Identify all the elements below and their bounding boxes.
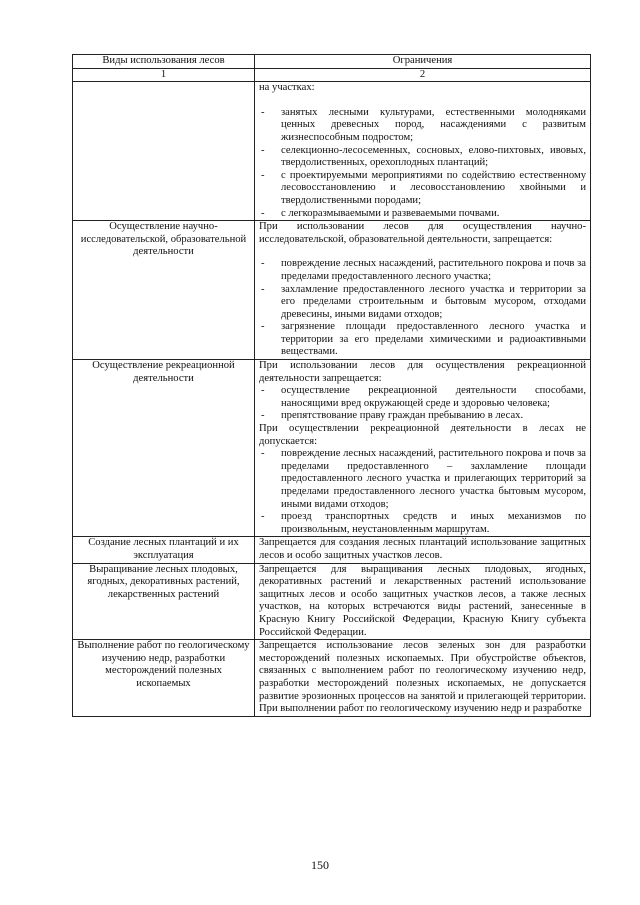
row-restrictions: Запрещается использование лесов зеленых зон для разработки месторождений полезных ископаемых. При обустройстве объектов, связанных с выполнением работ по геологическому изучению недр, разработки месторождений полезных ископаемых, не допускается развитие эрозионных процессов на занятой и прилегающей территории. При выполнении работ по геологическому изучению недр и разработке bbox=[255, 640, 591, 717]
row-label-geology: Выполнение работ по геологическому изучению недр, разработки месторождений полезных ископаемых bbox=[73, 640, 255, 717]
restrictions-table bbox=[72, 54, 591, 717]
restrictions-intro: При использовании лесов для осуществления рекреационной деятельности запрещается: bbox=[259, 360, 586, 384]
list-item: - с легкоразмываемыми и развеваемыми почвами. bbox=[259, 208, 586, 221]
list-item: - осуществление рекреационной деятельности способами, наносящими вред окружающей среде и здоровью человека; bbox=[259, 385, 586, 410]
column-number-2: 2 bbox=[255, 68, 591, 82]
row-label-plantations: Создание лесных плантаций и их эксплуатация bbox=[73, 537, 255, 563]
list-item: - загрязнение площади предоставленного лесного участка и территории за его пределами химическими и радиоактивными веществами. bbox=[259, 321, 586, 359]
row-restrictions bbox=[255, 82, 591, 221]
header-row bbox=[73, 55, 591, 69]
list-item: - проезд транспортных средств и иных механизмов по произвольным, неустановленным маршрутам. bbox=[259, 511, 586, 536]
restrictions-intro: на участках: bbox=[259, 82, 315, 94]
column-number-row bbox=[73, 68, 591, 82]
list-item: - повреждение лесных насаждений, растительного покрова и почв за пределами предоставленного – захламление площади предоставленного лесного участка и прилегающих территорий за пределами предоставленного лесного участка бытовым мусором, иными видами отходов; bbox=[259, 448, 586, 511]
list-item: - захламление предоставленного лесного участка и территории за его пределами строительным и бытовым мусором, отходами древесины, иными видами отходов; bbox=[259, 284, 586, 322]
header-restrictions: Ограничения bbox=[255, 55, 591, 69]
list-item: - селекционно-лесосеменных, сосновых, елово-пихтовых, ивовых, твердолиственных, орехоплодных плантаций; bbox=[259, 145, 586, 170]
table-row bbox=[73, 640, 591, 717]
table-row bbox=[73, 537, 591, 563]
table-row bbox=[73, 82, 591, 221]
row-label-research: Осуществление научно-исследовательской, образовательной деятельности bbox=[73, 221, 255, 360]
row-label-recreation: Осуществление рекреационной деятельности bbox=[73, 360, 255, 537]
list-item: - занятых лесными культурами, естественными молодняками ценных древесных пород, насаждениями с развитым жизнеспособным подростом; bbox=[259, 107, 586, 145]
row-label-empty bbox=[73, 82, 255, 221]
page-number: 150 bbox=[311, 858, 329, 872]
table-row bbox=[73, 563, 591, 640]
list-item: - повреждение лесных насаждений, растительного покрова и почв за пределами предоставленного лесного участка; bbox=[259, 258, 586, 283]
list-item: - с проектируемыми мероприятиями по содействию естественному лесовосстановлению и лесовосстановлению хвойными и твердолиственными породами; bbox=[259, 170, 586, 208]
row-restrictions: Запрещается для создания лесных плантаций использование защитных лесов и особо защитных участков лесов. bbox=[255, 537, 591, 563]
table-row bbox=[73, 360, 591, 537]
row-restrictions bbox=[255, 221, 591, 360]
restrictions-intro: При использовании лесов для осуществления научно-исследовательской, образовательной деятельности, запрещается: bbox=[259, 221, 586, 245]
restrictions-list-2 bbox=[259, 448, 586, 536]
header-forest-use: Виды использования лесов bbox=[73, 55, 255, 69]
restrictions-list bbox=[259, 385, 586, 423]
row-label-growing-plants: Выращивание лесных плодовых, ягодных, декоративных растений, лекарственных растений bbox=[73, 563, 255, 640]
restrictions-list bbox=[259, 258, 586, 359]
table-row bbox=[73, 221, 591, 360]
row-restrictions bbox=[255, 360, 591, 537]
row-restrictions: Запрещается для выращивания лесных плодовых, ягодных, декоративных растений и лекарственных растений использование защитных лесов и особо защитных участков лесов, а также лесных участков, на которых встречаются виды растений, занесенные в Красную Книгу Российской Федерации, Красную Книгу субъекта Российской Федерации. bbox=[255, 563, 591, 640]
restrictions-intro-2: При осуществлении рекреационной деятельности в лесах не допускается: bbox=[259, 423, 586, 447]
column-number-1: 1 bbox=[73, 68, 255, 82]
list-item: - препятствование праву граждан пребыванию в лесах. bbox=[259, 410, 586, 423]
restrictions-list bbox=[259, 107, 586, 220]
